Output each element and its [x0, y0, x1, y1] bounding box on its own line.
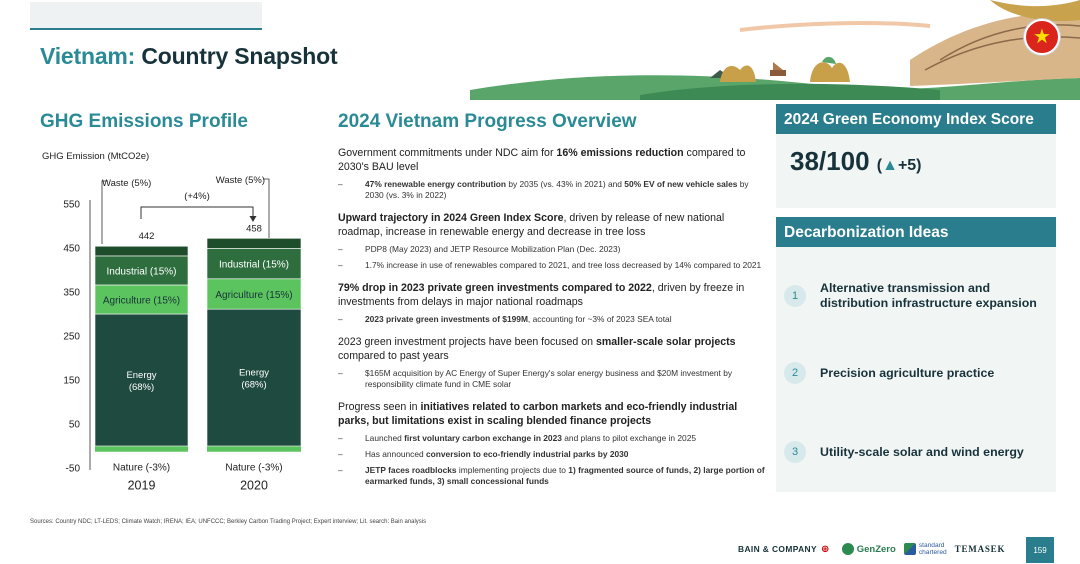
y-axis-label: GHG Emission (MtCO2e) [42, 151, 150, 162]
footer-logos [738, 540, 1005, 558]
score-value: 38/100 [790, 146, 870, 176]
delta-value: +5) [897, 157, 922, 174]
progress-sub-bullet: – JETP faces roadblocks implementing projects due to 1) fragmented source of funds, 2) large portion of earmarked funds, 3) small concessional funds [338, 465, 766, 487]
bar-total-label: 442 [138, 231, 155, 243]
segment-label-agriculture: Agriculture (15%) [215, 289, 293, 301]
progress-overview [338, 146, 766, 497]
y-tick-label: 250 [63, 331, 80, 343]
progress-sub-bullet: – Launched first voluntary carbon exchange in 2023 and plans to pilot exchange in 2025 [338, 433, 766, 444]
segment-label-energy-pct: (68%) [128, 382, 155, 393]
progress-sub-bullet: – $165M acquisition by AC Energy of Super Energy's solar energy business and $20M investment by responsibility climate fund in CME solar [338, 368, 766, 390]
idea-number-badge: 3 [784, 441, 806, 463]
idea-item [784, 362, 1050, 384]
change-label: (+4%) [184, 191, 210, 202]
progress-main-text: Progress seen in initiatives related to carbon markets and eco-friendly industrial parks, but limitations exist in scaling blended finance projects [338, 401, 738, 427]
y-tick-label: 450 [63, 243, 80, 255]
bar-segment-waste [207, 238, 301, 248]
bain-mark-icon: ⊕ [820, 543, 830, 555]
progress-block [338, 146, 766, 201]
score-heading: 2024 Green Economy Index Score [776, 104, 1056, 134]
decarb-heading: Decarbonization Ideas [776, 217, 1056, 247]
progress-main-text: Upward trajectory in 2024 Green Index Score, driven by release of new national roadmap, increase in renewable energy and decrease in tree loss [338, 212, 725, 238]
score-delta [877, 157, 922, 174]
genzero-text: GenZero [856, 543, 896, 555]
idea-text: Alternative transmission and distribution infrastructure expansion [820, 281, 1037, 310]
segment-label-energy: Energy [238, 367, 270, 379]
title-rest: Country Snapshot [141, 43, 338, 69]
y-tick-label: 50 [68, 419, 80, 431]
ghg-emissions-chart [34, 145, 324, 495]
progress-sub-bullet: – 1.7% increase in use of renewables compared to 2021, and tree loss decreased by 14% compared to 2021 [338, 260, 766, 271]
sources-note: Sources: Country NDC; LT-LEDS; Climate Watch; IRENA; IEA; UNFCCC; Berkley Carbon Trading Project; Expert interview; Lit. search: Bain analysis [30, 519, 427, 525]
progress-main-text: 2023 green investment projects have been focused on smaller-scale solar projects compared to past years [338, 336, 736, 362]
waste-leader-2019 [102, 181, 108, 244]
progress-block [338, 335, 766, 390]
bain-text: BAIN & COMPANY [738, 543, 817, 554]
change-bracket [141, 207, 253, 219]
delta-paren: ( [876, 157, 883, 174]
progress-sub-bullet: – PDP8 (May 2023) and JETP Resource Mobilization Plan (Dec. 2023) [338, 244, 766, 255]
bain-logo [738, 544, 830, 555]
progress-block [338, 281, 766, 325]
segment-label-industrial: Industrial (15%) [218, 259, 290, 271]
segment-label-nature: Nature (-3%) [225, 462, 283, 474]
progress-heading: 2024 Vietnam Progress Overview [338, 111, 637, 132]
genzero-icon [842, 543, 854, 555]
y-tick-label: -50 [65, 463, 80, 475]
decarb-box [776, 247, 1056, 492]
title-country: Vietnam: [40, 43, 136, 69]
y-tick-label: 150 [63, 375, 80, 387]
x-category-label: 2020 [240, 478, 268, 493]
standard-chartered-icon [904, 543, 916, 555]
progress-main-text: 79% drop in 2023 private green investments compared to 2022, driven by freeze in investments from delays in major national roadmaps [338, 282, 745, 308]
segment-label-agriculture: Agriculture (15%) [102, 295, 181, 307]
segment-label-energy: Energy [126, 370, 157, 381]
idea-text: Utility-scale solar and wind energy [820, 444, 1024, 459]
idea-item [784, 281, 1050, 311]
idea-text: Precision agriculture practice [820, 365, 995, 380]
y-tick-label: 350 [63, 287, 80, 299]
x-category-label: 2019 [127, 478, 156, 493]
progress-block [338, 400, 766, 487]
vietnam-landscape-illustration [470, 0, 1080, 100]
bar-segment-nature [207, 446, 301, 452]
score-box [776, 134, 1056, 208]
waste-label-2019: Waste (5%) [102, 178, 152, 189]
bar-segment-waste [95, 246, 188, 256]
up-arrow-icon: ▲ [882, 157, 898, 174]
genzero-logo [842, 543, 896, 555]
y-tick-label: 550 [63, 199, 80, 211]
progress-sub-bullet: – Has announced conversion to eco-friendly industrial parks by 2030 [338, 449, 766, 460]
waste-label-2020: Waste (5%) [215, 175, 265, 186]
sc-line1: standard [918, 542, 945, 549]
temasek-logo: TEMASEK [954, 544, 1006, 554]
change-arrow-icon [250, 216, 257, 222]
waste-leader-2020 [263, 179, 269, 238]
score-value-row [790, 146, 922, 177]
top-rule [30, 2, 262, 30]
segment-label-nature: Nature (-3%) [112, 462, 171, 474]
segment-label-energy-pct: (68%) [241, 379, 267, 391]
vietnam-flag-icon: ★ [1024, 19, 1060, 55]
sc-line2: chartered [918, 549, 947, 556]
progress-sub-bullet: – 2023 private green investments of $199M, accounting for ~3% of 2023 SEA total [338, 314, 766, 325]
standard-chartered-logo [904, 542, 947, 556]
progress-sub-bullet: – 47% renewable energy contribution by 2035 (vs. 43% in 2021) and 50% EV of new vehicle sales by 2030 (vs. 3% in 2022) [338, 179, 766, 201]
ghg-heading: GHG Emissions Profile [40, 111, 248, 132]
idea-number-badge: 1 [784, 285, 806, 307]
segment-label-industrial: Industrial (15%) [106, 266, 177, 278]
progress-main-text: Government commitments under NDC aim for 16% emissions reduction compared to 2030's BAU level [338, 147, 746, 173]
page-number: 159 [1026, 537, 1054, 563]
idea-item [784, 441, 1050, 463]
page-title [40, 43, 337, 70]
idea-number-badge: 2 [784, 362, 806, 384]
bar-segment-nature [95, 446, 188, 452]
progress-block [338, 211, 766, 271]
bar-total-label: 458 [246, 223, 262, 235]
